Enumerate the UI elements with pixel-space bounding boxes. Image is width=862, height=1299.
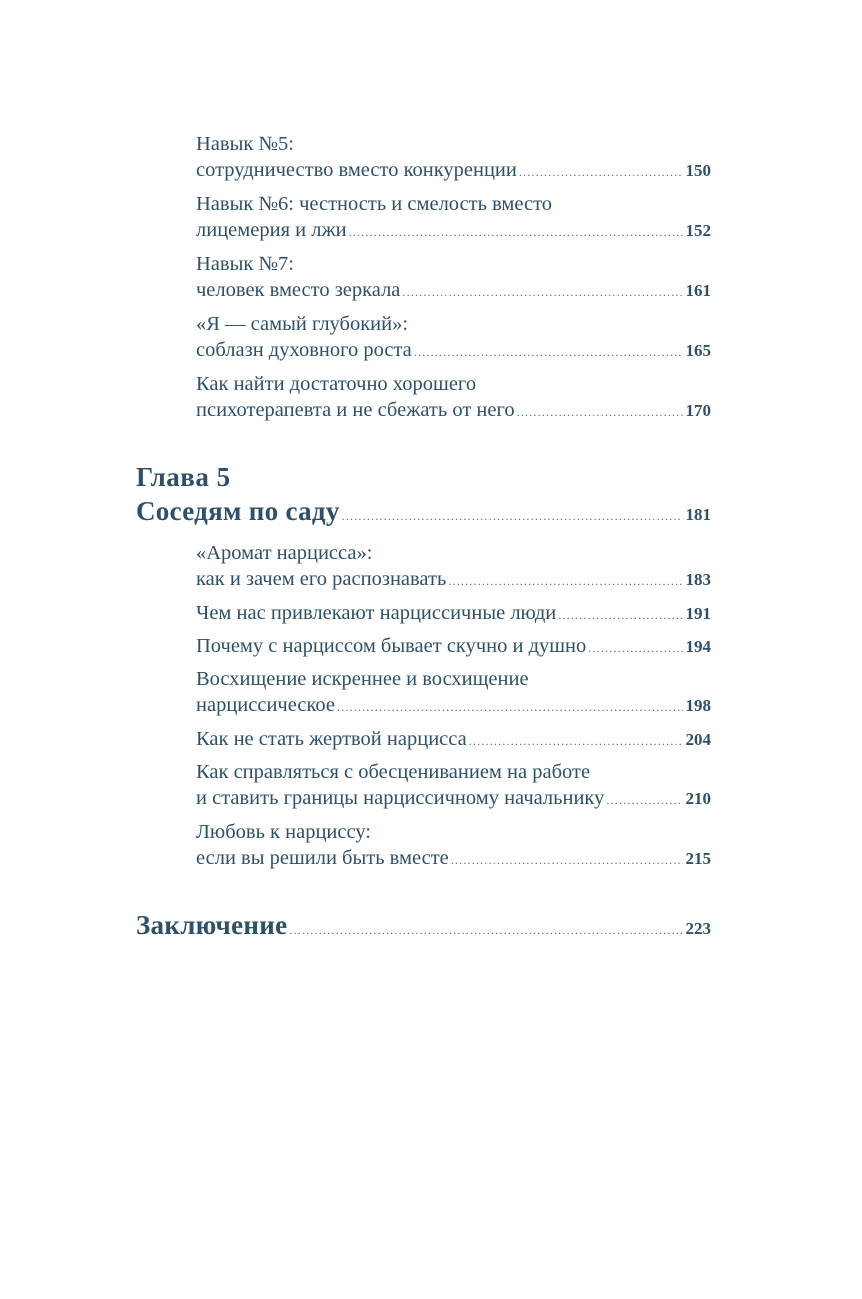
- entry-title-line: Как не стать жертвой нарцисса: [196, 728, 467, 750]
- toc-entry-therapist[interactable]: [196, 371, 711, 423]
- toc-chapter-5[interactable]: [136, 496, 711, 530]
- dot-leader: [342, 509, 683, 524]
- entry-title-line: лицемерия и лжи: [196, 219, 347, 241]
- entry-title-line: Навык №7:: [196, 253, 294, 275]
- conclusion-title: Заключение: [136, 910, 288, 940]
- entry-title-line: как и зачем его распознавать: [196, 568, 447, 590]
- toc-entry-attraction[interactable]: [196, 600, 711, 626]
- entry-title-line: человек вместо зеркала: [196, 279, 401, 301]
- entry-title-line: Чем нас привлекают нарциссичные люди: [196, 602, 557, 624]
- toc-entry-aroma[interactable]: [196, 540, 711, 592]
- dot-leader: [558, 602, 682, 628]
- chapter-title: Соседям по саду: [136, 496, 340, 526]
- entry-title-line: если вы решили быть вместе: [196, 847, 449, 869]
- entry-title-line: Любовь к нарциссу:: [196, 821, 372, 843]
- dot-leader: [349, 219, 683, 245]
- page-number: 161: [685, 281, 711, 300]
- toc-entry-love[interactable]: [196, 819, 711, 871]
- dot-leader: [469, 728, 683, 754]
- dot-leader: [402, 279, 682, 305]
- page-number: 170: [685, 401, 711, 420]
- dot-leader: [448, 568, 682, 594]
- page-number: 194: [685, 637, 711, 656]
- dot-leader: [337, 694, 683, 720]
- entry-title-line: Почему с нарциссом бывает скучно и душно: [196, 635, 587, 657]
- entry-title-line: нарциссическое: [196, 694, 335, 716]
- entry-title-line: «Я — самый глубокий»:: [196, 313, 409, 335]
- page-number: 191: [685, 604, 711, 623]
- dot-leader: [588, 635, 682, 661]
- page-number: 152: [685, 221, 711, 240]
- toc-conclusion[interactable]: [136, 910, 711, 944]
- toc-entry-work-boundaries[interactable]: [196, 759, 711, 811]
- dot-leader: [289, 923, 682, 938]
- page-number: 204: [685, 730, 711, 749]
- page-number: 215: [685, 849, 711, 868]
- toc-entry-admiration[interactable]: [196, 666, 711, 718]
- toc-entry-skill-7[interactable]: [196, 251, 711, 303]
- toc-entry-skill-6[interactable]: [196, 191, 711, 243]
- dot-leader: [414, 339, 683, 365]
- entry-title-line: «Аромат нарцисса»:: [196, 542, 373, 564]
- dot-leader: [519, 159, 683, 185]
- toc-entry-deepest[interactable]: [196, 311, 711, 363]
- page-number: 223: [685, 919, 711, 938]
- entry-title-line: Навык №6: честность и смелость вместо: [196, 193, 553, 215]
- chapter-label: Глава 5: [136, 462, 231, 492]
- toc-entry-skill-5[interactable]: [196, 131, 711, 183]
- entry-title-line: психотерапевта и не сбежать от него: [196, 399, 515, 421]
- entry-title-line: Восхищение искреннее и восхищение: [196, 668, 529, 690]
- page-number: 198: [685, 696, 711, 715]
- page-number: 210: [685, 789, 711, 808]
- entry-title-line: соблазн духовного роста: [196, 339, 412, 361]
- entry-title-line: сотрудничество вместо конкуренции: [196, 159, 517, 181]
- toc-entry-boring[interactable]: [196, 633, 711, 659]
- dot-leader: [606, 787, 682, 813]
- page-number: 181: [685, 505, 711, 524]
- toc-entry-victim[interactable]: [196, 726, 711, 752]
- page-number: 150: [685, 161, 711, 180]
- page-number: 183: [685, 570, 711, 589]
- dot-leader: [517, 399, 683, 425]
- entry-title-line: Как справляться с обесцениванием на работе: [196, 761, 591, 783]
- entry-title-line: и ставить границы нарциссичному начальнику: [196, 787, 605, 809]
- entry-title-line: Навык №5:: [196, 133, 294, 155]
- page-number: 165: [685, 341, 711, 360]
- entry-title-line: Как найти достаточно хорошего: [196, 373, 477, 395]
- dot-leader: [451, 847, 683, 873]
